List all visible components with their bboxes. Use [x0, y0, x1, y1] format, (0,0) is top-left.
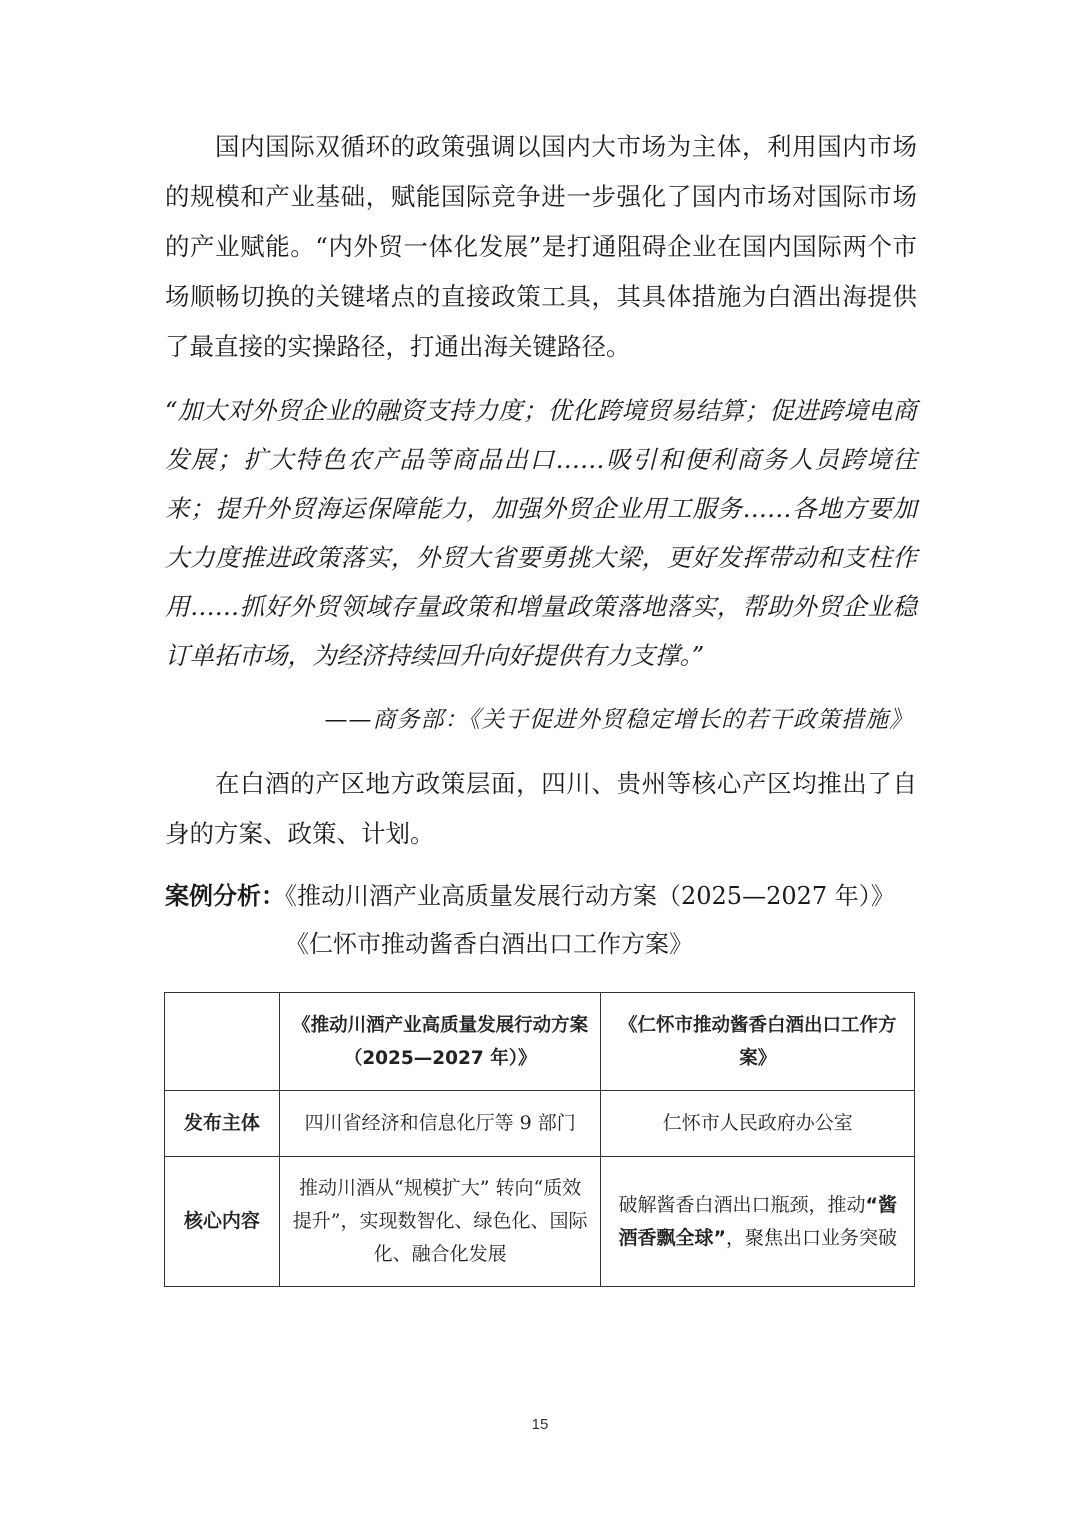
cell-publisher-sichuan: 四川省经济和信息化厅等 9 部门 — [279, 1091, 601, 1157]
cell-core-content-renhuai-emphasis: “酱酒香飘全球” — [618, 1193, 897, 1249]
table-header-sichuan-plan: 《推动川酒产业高质量发展行动方案（2025—2027 年）》 — [279, 993, 601, 1091]
policy-quote: “加大对外贸企业的融资支持力度；优化跨境贸易结算；促进跨境电商发展；扩大特色农产品等商品出口……吸引和便利商务人员跨境往来；提升外贸海运保障能力，加强外贸企业用工服务……各地方要加大力度推进政策落实，外贸大省要勇挑大梁，更好发挥带动和支柱作用……抓好外贸领域存量政策和增量政策落地落实，帮助外贸企业稳订单拓市场，为经济持续回升向好提供有力支撑。” — [165, 396, 917, 670]
cell-publisher-renhuai: 仁怀市人民政府办公室 — [601, 1091, 915, 1157]
cell-core-content-renhuai-text-1: 破解酱香白酒出口瓶颈，推动 — [618, 1193, 866, 1216]
table-header-row — [165, 993, 915, 1091]
case-analysis-line-1 — [165, 876, 925, 916]
body-paragraph-dual-circulation: 国内国际双循环的政策强调以国内大市场为主体，利用国内市场的规模和产业基础，赋能国际竞争进一步强化了国内市场对国际市场的产业赋能。“内外贸一体化发展”是打通阻碍企业在国内国际两个市场顺畅切换的关键堵点的直接政策工具，其具体措施为白酒出海提供了最直接的实操路径，打通出海关键路径。 — [165, 132, 917, 361]
table-row — [165, 1157, 915, 1287]
cell-core-content-renhuai-text-2: ，聚焦出口业务突破 — [725, 1226, 897, 1249]
table-header-empty-cell — [165, 993, 280, 1091]
table-header-renhuai-plan: 《仁怀市推动酱香白酒出口工作方案》 — [601, 993, 915, 1091]
cell-core-content-sichuan: 推动川酒从“规模扩大” 转向“质效提升”，实现数智化、绿色化、国际化、融合化发展 — [279, 1157, 601, 1287]
table-row — [165, 1091, 915, 1157]
row-label-publisher: 发布主体 — [165, 1091, 280, 1157]
case-analysis-line-2 — [285, 924, 1045, 964]
cell-core-content-renhuai — [601, 1157, 915, 1287]
case-title-sichuan: 《推动川酒产业高质量发展行动方案（2025—2027 年）》 — [285, 882, 895, 910]
body-paragraph-regional-policy: 在白酒的产区地方政策层面，四川、贵州等核心产区均推出了自身的方案、政策、计划。 — [165, 769, 917, 848]
quote-source: ——商务部：《关于促进外贸稳定增长的若干政策措施》 — [324, 707, 913, 733]
case-analysis-label: 案例分析： — [165, 882, 285, 910]
case-title-renhuai: 《仁怀市推动酱香白酒出口工作方案》 — [285, 930, 693, 958]
page-number: 15 — [531, 1416, 549, 1433]
row-label-core-content: 核心内容 — [165, 1157, 280, 1287]
policy-comparison-table — [164, 992, 915, 1287]
